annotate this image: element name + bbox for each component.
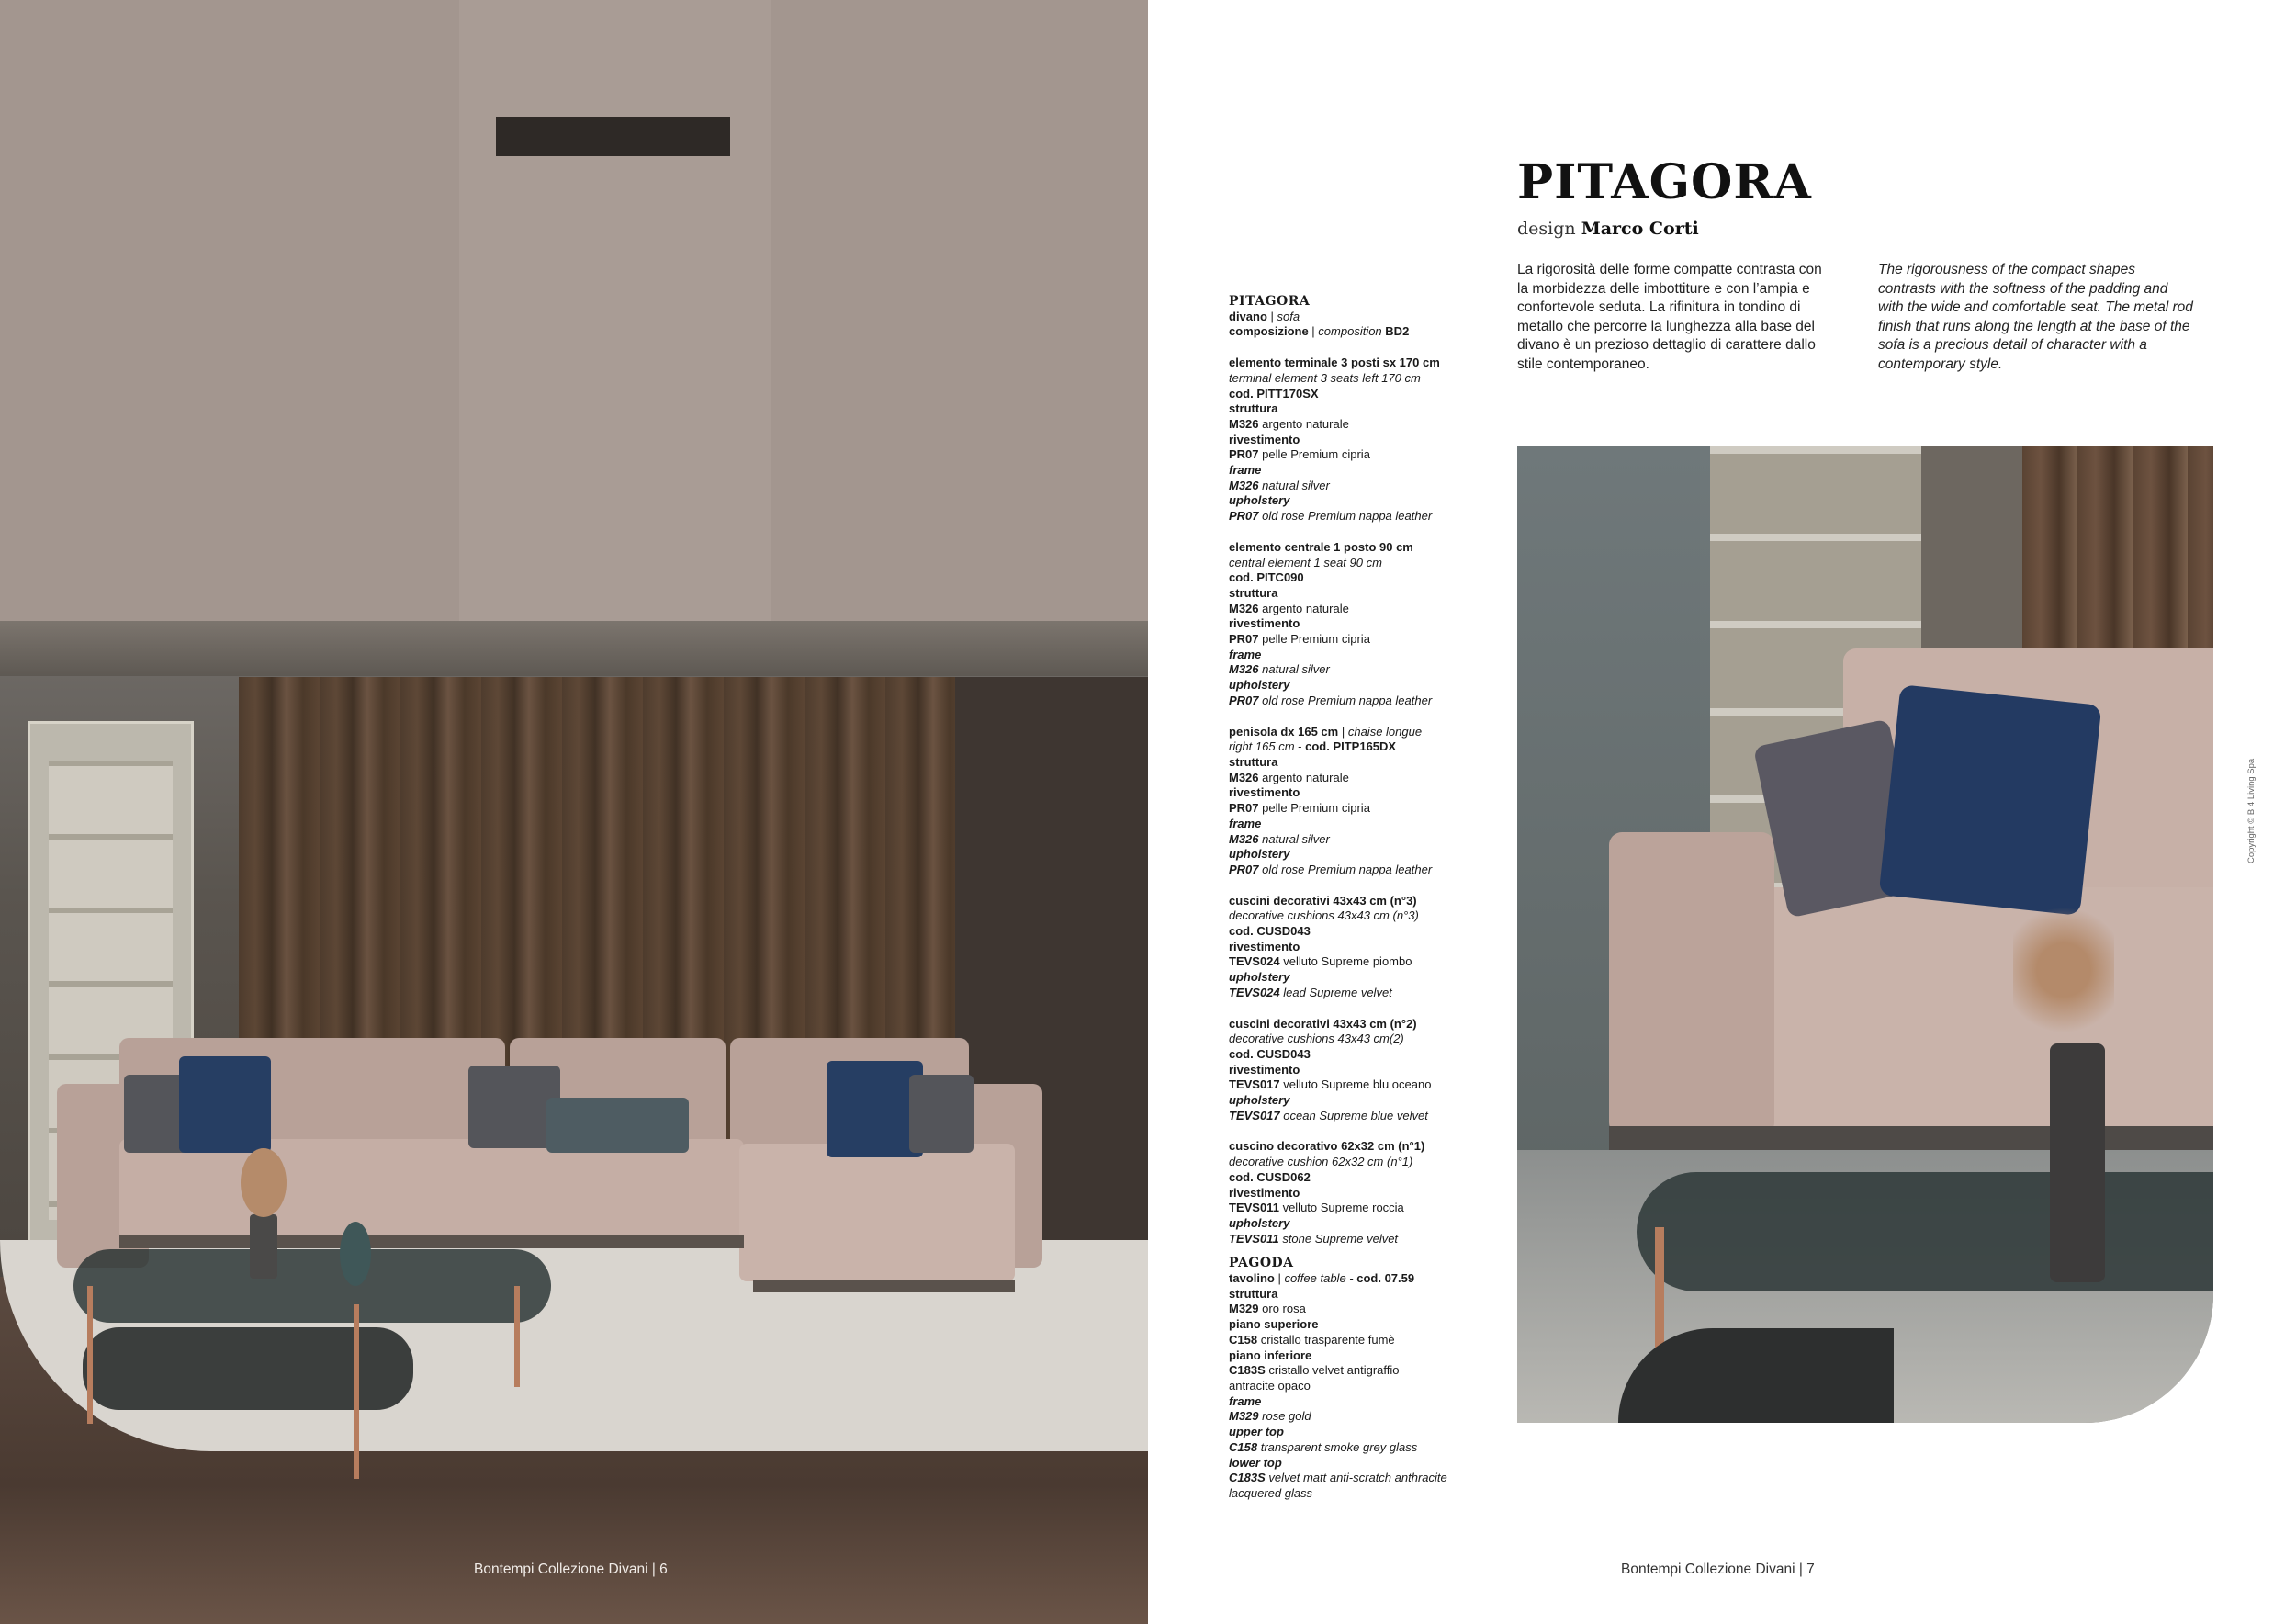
sofa-metal-base bbox=[119, 1235, 744, 1248]
table-leg bbox=[87, 1286, 93, 1424]
spec-sheet bbox=[1229, 294, 1477, 1517]
cushion-blue-1 bbox=[179, 1056, 271, 1153]
page-number-right: Bontempi Collezione Divani | 7 bbox=[1621, 1562, 1815, 1577]
page-number-left: Bontempi Collezione Divani | 6 bbox=[474, 1562, 668, 1577]
intro-text-english: The rigorousness of the compact shapes contrasts with the softness of the padding and with the wide and comfortable seat. The metal rod finish that runs along the length at the base of the sofa is a precious detail of character with a contemporary style. bbox=[1878, 262, 2193, 372]
vase bbox=[250, 1214, 277, 1279]
dried-flower bbox=[241, 1148, 287, 1217]
photo-sofa-seat bbox=[1765, 887, 2213, 1135]
photo-sofa-metal-rod bbox=[1609, 1126, 2213, 1150]
photo-vase bbox=[2050, 1043, 2105, 1282]
spec-terminal-element: elemento terminale 3 posti sx 170 cm terminal element 3 seats left 170 cm cod. PITT170SX struttura M326 argento naturale rivestimento PR07 pelle Premium cipria frame M326 natural silver upholstery PR07 old rose Premium nappa leather bbox=[1229, 355, 1440, 524]
spec-chaise-longue: penisola dx 165 cm | chaise longue right 165 cm - cod. PITP165DX struttura M326 argento naturale rivestimento PR07 pelle Premium cipria frame M326 natural silver upholstery PR07 old rose Premium nappa leather bbox=[1229, 724, 1433, 876]
photo-dried-flower bbox=[2013, 897, 2114, 1043]
coffee-table-lower-top bbox=[83, 1327, 413, 1410]
cabinet-handle bbox=[496, 117, 730, 156]
wall-cabinet-right bbox=[771, 0, 1148, 621]
design-prefix: design bbox=[1517, 219, 1576, 239]
spec-sofa bbox=[1229, 294, 1477, 340]
sofa-type: divano | sofa bbox=[1229, 309, 1300, 323]
table-leg bbox=[514, 1286, 520, 1387]
sofa-chaise-longue bbox=[739, 1144, 1015, 1281]
product-title: PITAGORA bbox=[1517, 154, 1812, 210]
sofa-composition: composizione | composition BD2 bbox=[1229, 324, 1410, 339]
copyright-notice: Copyright © B 4 Living Spa bbox=[2246, 758, 2257, 863]
detail-photo bbox=[1517, 446, 2213, 1423]
photo-sofa-arm bbox=[1609, 832, 1774, 1135]
table-leg bbox=[354, 1304, 359, 1479]
spec-central-element: elemento centrale 1 posto 90 cm central element 1 seat 90 cm cod. PITC090 struttura M326 argento naturale rivestimento PR07 pelle Premium cipria frame M326 natural silver upholstery PR07 old rose Premium nappa leather bbox=[1229, 539, 1433, 707]
coffee-table-upper-top bbox=[73, 1249, 551, 1323]
sofa-name: PITAGORA bbox=[1229, 294, 1311, 309]
spec-cushion-stone: cuscino decorativo 62x32 cm (n°1) decorative cushion 62x32 cm (n°1) cod. CUSD062 rivestimento TEVS011 velluto Supreme roccia upholstery TEVS011 stone Supreme velvet bbox=[1229, 1139, 1425, 1246]
cushion-grey-3 bbox=[909, 1075, 974, 1153]
cushion-rectangular bbox=[546, 1098, 689, 1153]
sofa-seat bbox=[119, 1139, 744, 1240]
chaise-metal-base bbox=[753, 1280, 1015, 1292]
photo-cushion-blue bbox=[1879, 684, 2102, 916]
table-name: PAGODA bbox=[1229, 1256, 1294, 1271]
ceiling-beam bbox=[0, 621, 1148, 676]
wall-cabinet-door bbox=[459, 0, 773, 621]
intro-text-italian: La rigorosità delle forme compatte contrasta con la morbidezza delle imbottiture e con l’ampia e confortevole seduta. La rifinitura in tondino di metallo che percorre la lunghezza alla base del divano è un prezioso dettaglio di carattere dallo stile contemporaneo. bbox=[1517, 262, 1822, 372]
spec-coffee-table: PAGODA tavolino | coffee table - cod. 07.59 struttura M329 oro rosa piano superiore C158 cristallo trasparente fumè piano inferiore C183S cristallo velvet antigraffio antracite opaco frame M329 rose gold upper top C158 transparent smoke grey glass lower top C183S velvet matt anti-scratch anthracite lacquered glass bbox=[1229, 1256, 1477, 1501]
designer-name: Marco Corti bbox=[1581, 219, 1699, 239]
photo-coffee-table bbox=[1637, 1172, 2213, 1291]
wall-cabinet-left bbox=[0, 0, 461, 621]
spec-cushions-ocean: cuscini decorativi 43x43 cm (n°2) decorative cushions 43x43 cm(2) cod. CUSD043 rivestimento TEVS017 velluto Supreme blu oceano upholstery TEVS017 ocean Supreme blue velvet bbox=[1229, 1016, 1432, 1122]
spec-cushions-lead: cuscini decorativi 43x43 cm (n°3) decorative cushions 43x43 cm (n°3) cod. CUSD043 rivestimento TEVS024 velluto Supreme piombo upholstery TEVS024 lead Supreme velvet bbox=[1229, 893, 1419, 999]
hourglass-ornament bbox=[340, 1222, 371, 1286]
designer-credit bbox=[1517, 219, 1699, 239]
